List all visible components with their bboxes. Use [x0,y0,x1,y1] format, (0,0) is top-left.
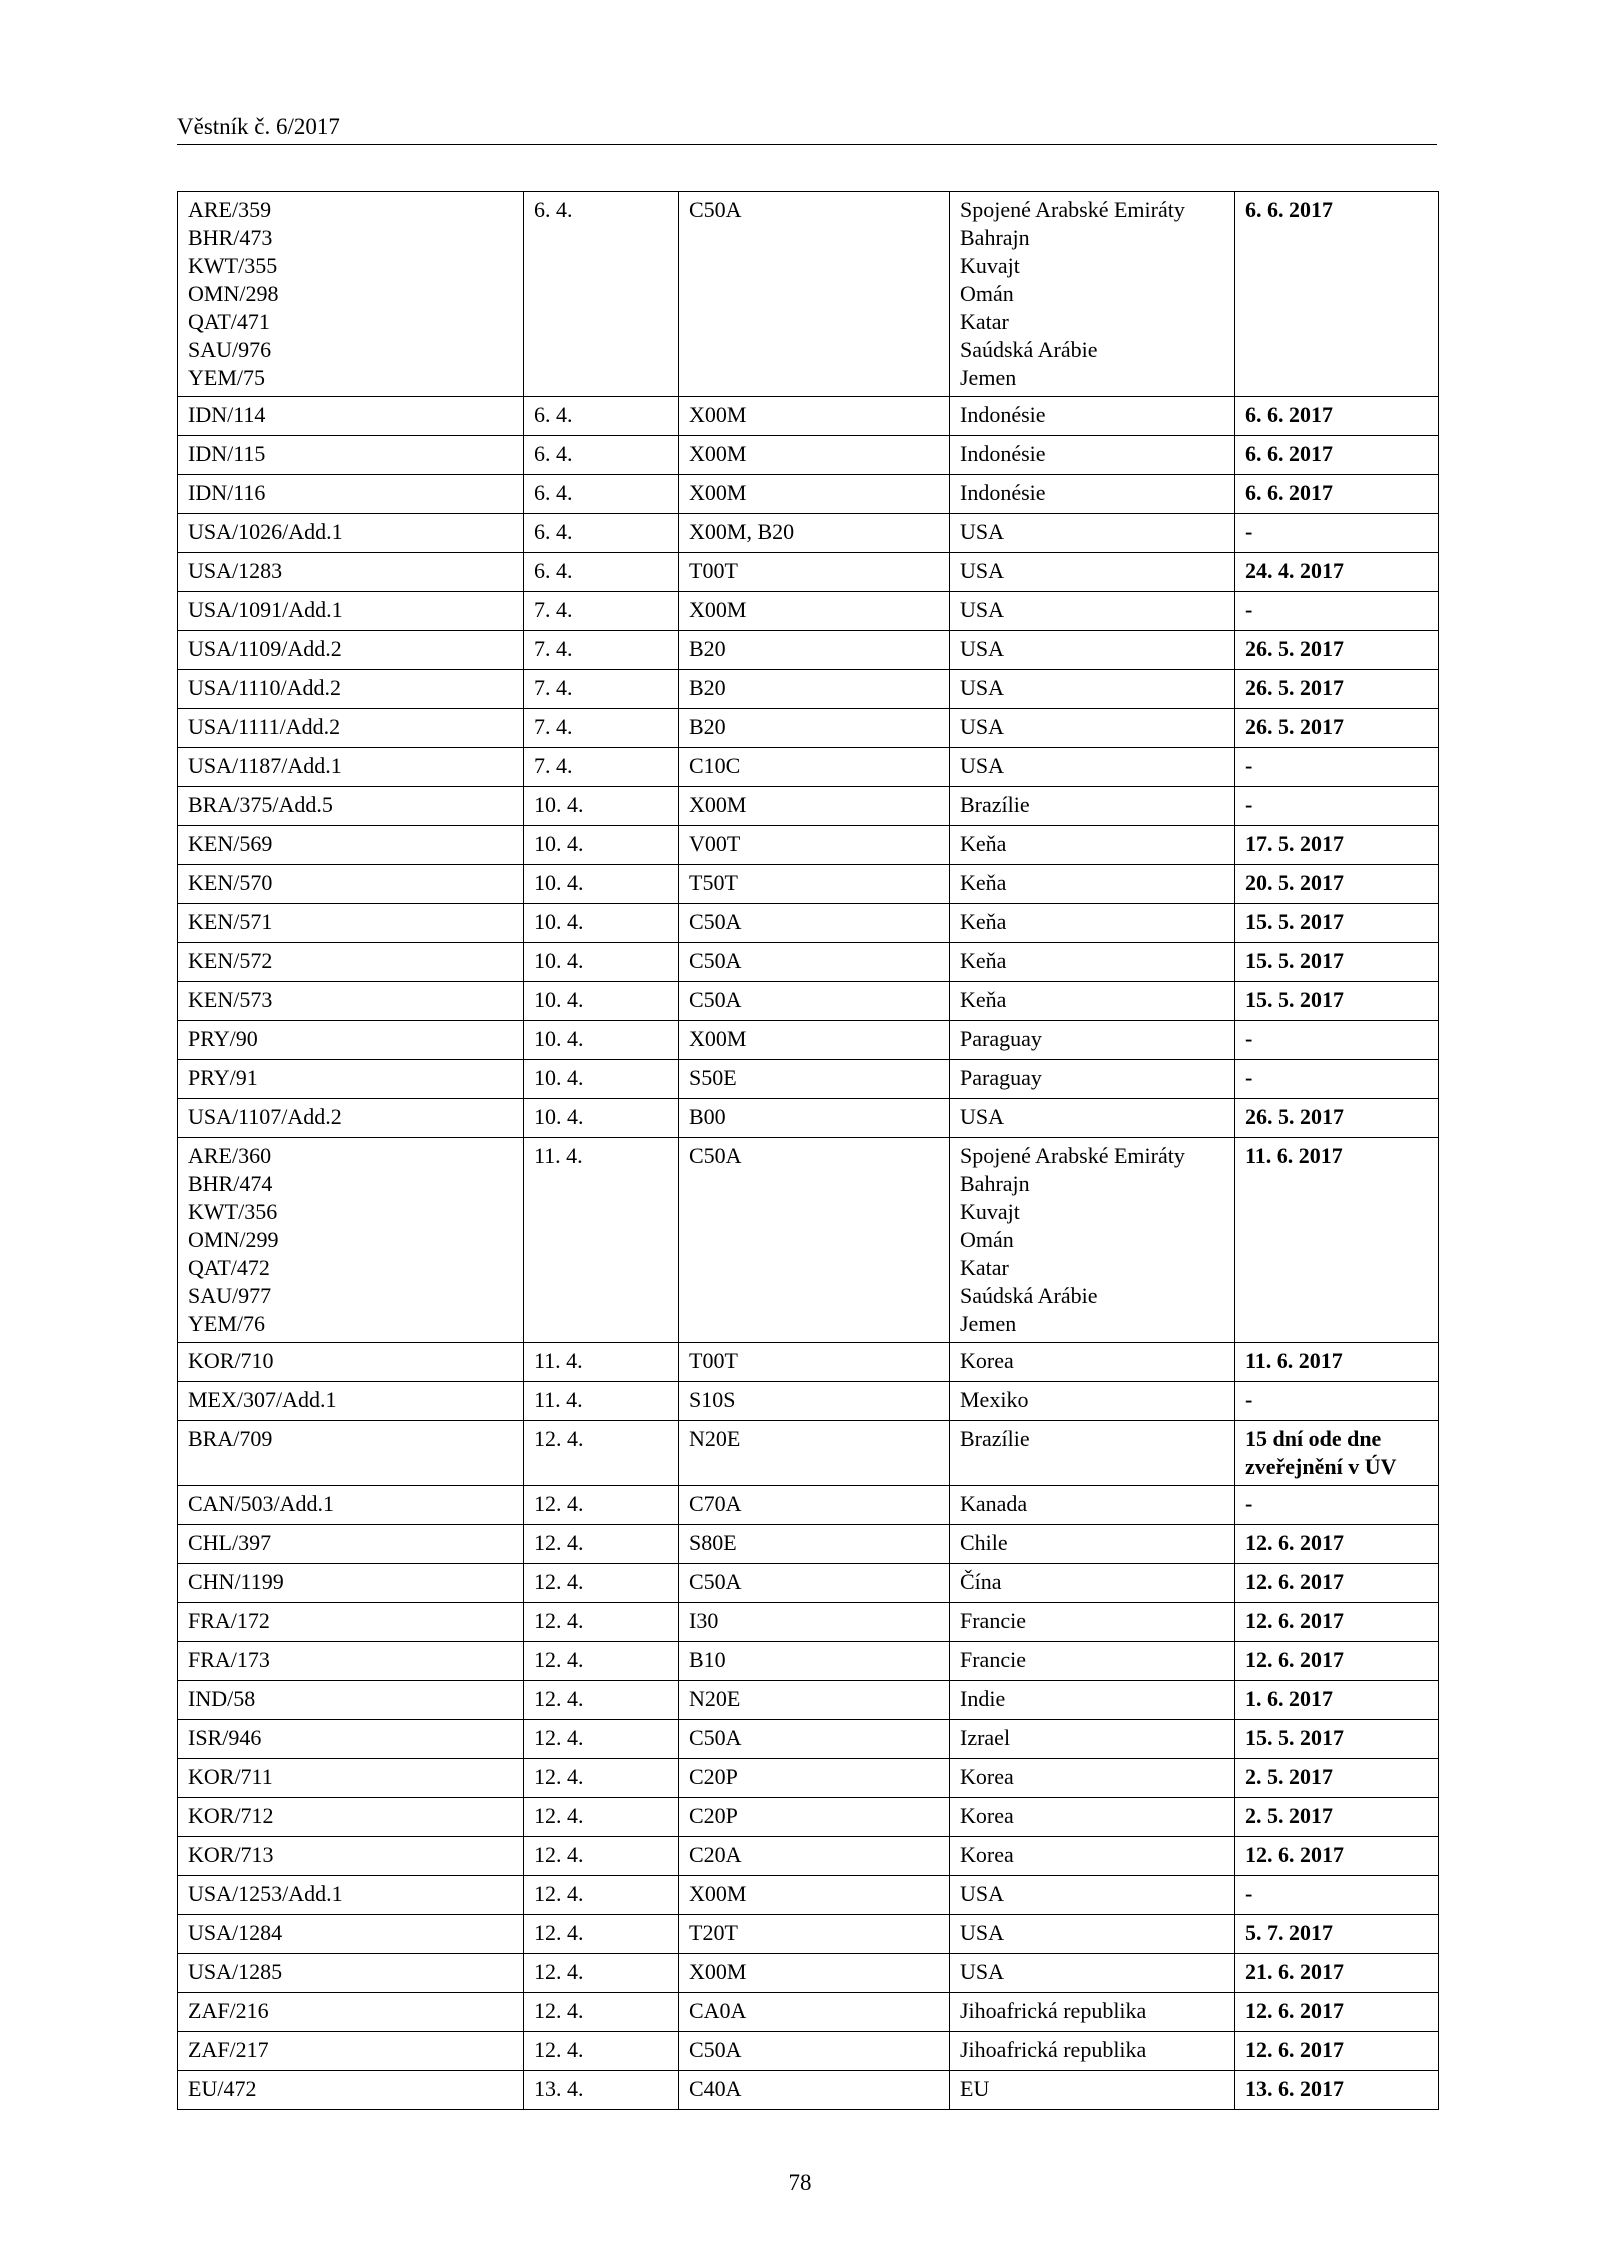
cell-deadline: 12. 6. 2017 [1235,1525,1439,1564]
cell-date: 6. 4. [524,192,679,397]
cell-symbol: ISR/946 [178,1720,524,1759]
cell-symbol: CAN/503/Add.1 [178,1486,524,1525]
cell-deadline: 2. 5. 2017 [1235,1759,1439,1798]
cell-symbol: ARE/360 BHR/474 KWT/356 OMN/299 QAT/472 SAU/977 YEM/76 [178,1138,524,1343]
cell-date: 12. 4. [524,1759,679,1798]
cell-country: Brazílie [950,1421,1235,1486]
cell-code: N20E [679,1681,950,1720]
cell-date: 13. 4. [524,2071,679,2110]
cell-date: 6. 4. [524,397,679,436]
cell-code: T00T [679,553,950,592]
cell-code: T20T [679,1915,950,1954]
cell-code: X00M [679,1021,950,1060]
cell-country: USA [950,553,1235,592]
table-row [178,709,1439,748]
table-row [178,943,1439,982]
cell-symbol: IDN/116 [178,475,524,514]
cell-symbol: USA/1187/Add.1 [178,748,524,787]
page-number: 78 [788,2170,812,2195]
cell-code: B20 [679,670,950,709]
cell-date: 11. 4. [524,1343,679,1382]
cell-deadline: - [1235,1876,1439,1915]
cell-symbol: IDN/114 [178,397,524,436]
cell-country: Brazílie [950,787,1235,826]
cell-code: S10S [679,1382,950,1421]
cell-symbol: USA/1109/Add.2 [178,631,524,670]
cell-date: 12. 4. [524,1525,679,1564]
table-row [178,1837,1439,1876]
cell-date: 12. 4. [524,1720,679,1759]
cell-country: USA [950,709,1235,748]
cell-country: Keňa [950,865,1235,904]
cell-country: USA [950,631,1235,670]
cell-code: C20P [679,1759,950,1798]
table-row [178,826,1439,865]
cell-code: C50A [679,2032,950,2071]
cell-country: USA [950,514,1235,553]
cell-country: Chile [950,1525,1235,1564]
table-row [178,553,1439,592]
cell-deadline: 12. 6. 2017 [1235,1603,1439,1642]
cell-date: 10. 4. [524,787,679,826]
table-row [178,670,1439,709]
cell-code: S50E [679,1060,950,1099]
cell-code: T00T [679,1343,950,1382]
cell-date: 7. 4. [524,748,679,787]
cell-code: X00M [679,1876,950,1915]
table-row [178,1343,1439,1382]
cell-symbol: CHN/1199 [178,1564,524,1603]
cell-deadline: 21. 6. 2017 [1235,1954,1439,1993]
cell-deadline: 15. 5. 2017 [1235,1720,1439,1759]
table-row [178,631,1439,670]
cell-deadline: 13. 6. 2017 [1235,2071,1439,2110]
cell-code: I30 [679,1603,950,1642]
cell-country: Francie [950,1642,1235,1681]
cell-deadline: 2. 5. 2017 [1235,1798,1439,1837]
cell-code: S80E [679,1525,950,1564]
table-row [178,1915,1439,1954]
cell-deadline: 6. 6. 2017 [1235,436,1439,475]
cell-code: T50T [679,865,950,904]
table-row [178,475,1439,514]
cell-country: Mexiko [950,1382,1235,1421]
cell-deadline: 24. 4. 2017 [1235,553,1439,592]
cell-deadline: - [1235,1021,1439,1060]
cell-symbol: USA/1283 [178,553,524,592]
cell-symbol: KOR/713 [178,1837,524,1876]
cell-country: Francie [950,1603,1235,1642]
cell-country: Jihoafrická republika [950,2032,1235,2071]
cell-date: 6. 4. [524,475,679,514]
cell-deadline: 26. 5. 2017 [1235,1099,1439,1138]
cell-country: Keňa [950,982,1235,1021]
cell-code: X00M [679,397,950,436]
cell-date: 10. 4. [524,1021,679,1060]
cell-country: Čína [950,1564,1235,1603]
table-row [178,787,1439,826]
cell-deadline: - [1235,514,1439,553]
cell-date: 12. 4. [524,1915,679,1954]
cell-country: Izrael [950,1720,1235,1759]
cell-date: 10. 4. [524,826,679,865]
table-row [178,1099,1439,1138]
table-row [178,865,1439,904]
cell-deadline: 6. 6. 2017 [1235,397,1439,436]
cell-deadline: 6. 6. 2017 [1235,475,1439,514]
cell-deadline: - [1235,592,1439,631]
cell-date: 12. 4. [524,1486,679,1525]
cell-symbol: IND/58 [178,1681,524,1720]
cell-symbol: MEX/307/Add.1 [178,1382,524,1421]
cell-code: X00M [679,787,950,826]
cell-country: Jihoafrická republika [950,1993,1235,2032]
cell-country: Kanada [950,1486,1235,1525]
cell-deadline: 26. 5. 2017 [1235,670,1439,709]
cell-code: C10C [679,748,950,787]
table-row [178,1421,1439,1486]
cell-date: 12. 4. [524,1876,679,1915]
cell-country: USA [950,748,1235,787]
cell-deadline: 5. 7. 2017 [1235,1915,1439,1954]
cell-date: 12. 4. [524,1603,679,1642]
cell-code: X00M [679,1954,950,1993]
cell-country: Korea [950,1343,1235,1382]
cell-code: C50A [679,1720,950,1759]
cell-date: 10. 4. [524,982,679,1021]
table-row [178,982,1439,1021]
table-row [178,1021,1439,1060]
table-row [178,1798,1439,1837]
cell-code: X00M [679,475,950,514]
table-row [178,1759,1439,1798]
cell-code: X00M [679,436,950,475]
cell-code: V00T [679,826,950,865]
cell-code: C50A [679,1138,950,1343]
table-row [178,2032,1439,2071]
cell-date: 10. 4. [524,943,679,982]
cell-code: C50A [679,192,950,397]
table-row [178,1525,1439,1564]
table-row [178,1564,1439,1603]
cell-date: 12. 4. [524,1421,679,1486]
cell-date: 7. 4. [524,592,679,631]
cell-country: Korea [950,1798,1235,1837]
cell-symbol: BRA/709 [178,1421,524,1486]
cell-deadline: 11. 6. 2017 [1235,1343,1439,1382]
cell-symbol: USA/1107/Add.2 [178,1099,524,1138]
cell-deadline: 12. 6. 2017 [1235,1837,1439,1876]
cell-country: Paraguay [950,1060,1235,1099]
cell-symbol: CHL/397 [178,1525,524,1564]
cell-country: Korea [950,1837,1235,1876]
cell-code: B10 [679,1642,950,1681]
cell-symbol: EU/472 [178,2071,524,2110]
table-row [178,1954,1439,1993]
cell-code: B20 [679,709,950,748]
cell-country: Spojené Arabské Emiráty Bahrajn Kuvajt Omán Katar Saúdská Arábie Jemen [950,192,1235,397]
cell-symbol: KEN/569 [178,826,524,865]
cell-symbol: ZAF/217 [178,2032,524,2071]
cell-code: C50A [679,1564,950,1603]
cell-code: X00M [679,592,950,631]
cell-country: EU [950,2071,1235,2110]
table-row [178,1486,1439,1525]
table-row [178,436,1439,475]
table-body [178,192,1439,2110]
cell-symbol: FRA/173 [178,1642,524,1681]
cell-code: B00 [679,1099,950,1138]
cell-date: 6. 4. [524,553,679,592]
cell-date: 10. 4. [524,1060,679,1099]
cell-date: 11. 4. [524,1382,679,1421]
cell-date: 7. 4. [524,709,679,748]
cell-symbol: KOR/710 [178,1343,524,1382]
cell-date: 6. 4. [524,436,679,475]
cell-symbol: USA/1253/Add.1 [178,1876,524,1915]
cell-date: 10. 4. [524,1099,679,1138]
cell-deadline: 12. 6. 2017 [1235,1993,1439,2032]
table-row [178,1060,1439,1099]
cell-date: 12. 4. [524,2032,679,2071]
cell-country: Keňa [950,943,1235,982]
cell-code: CA0A [679,1993,950,2032]
cell-date: 10. 4. [524,904,679,943]
table-row [178,1720,1439,1759]
cell-country: Indonésie [950,436,1235,475]
cell-country: Indie [950,1681,1235,1720]
cell-symbol: FRA/172 [178,1603,524,1642]
cell-code: C20A [679,1837,950,1876]
cell-country: Paraguay [950,1021,1235,1060]
cell-deadline: 12. 6. 2017 [1235,1642,1439,1681]
table-row [178,1138,1439,1343]
cell-symbol: IDN/115 [178,436,524,475]
table-row [178,748,1439,787]
cell-country: Indonésie [950,397,1235,436]
cell-date: 10. 4. [524,865,679,904]
cell-deadline: 12. 6. 2017 [1235,2032,1439,2071]
cell-date: 12. 4. [524,1993,679,2032]
cell-deadline: - [1235,1382,1439,1421]
cell-symbol: USA/1284 [178,1915,524,1954]
cell-code: C50A [679,904,950,943]
cell-deadline: 26. 5. 2017 [1235,631,1439,670]
cell-symbol: ZAF/216 [178,1993,524,2032]
cell-code: C70A [679,1486,950,1525]
table-row [178,904,1439,943]
table-row [178,192,1439,397]
cell-code: X00M, B20 [679,514,950,553]
cell-deadline: 12. 6. 2017 [1235,1564,1439,1603]
cell-code: N20E [679,1421,950,1486]
cell-symbol: KEN/571 [178,904,524,943]
cell-symbol: USA/1026/Add.1 [178,514,524,553]
cell-deadline: 15 dní ode dne zveřejnění v ÚV [1235,1421,1439,1486]
cell-code: B20 [679,631,950,670]
cell-date: 7. 4. [524,631,679,670]
cell-symbol: USA/1111/Add.2 [178,709,524,748]
cell-country: Keňa [950,826,1235,865]
table-row [178,1876,1439,1915]
cell-deadline: 15. 5. 2017 [1235,982,1439,1021]
cell-deadline: 17. 5. 2017 [1235,826,1439,865]
cell-date: 12. 4. [524,1642,679,1681]
cell-country: USA [950,670,1235,709]
cell-country: Indonésie [950,475,1235,514]
cell-symbol: PRY/90 [178,1021,524,1060]
table-row [178,1382,1439,1421]
cell-date: 12. 4. [524,1837,679,1876]
cell-country: Spojené Arabské Emiráty Bahrajn Kuvajt Omán Katar Saúdská Arábie Jemen [950,1138,1235,1343]
notification-table [177,191,1439,2110]
cell-symbol: KOR/711 [178,1759,524,1798]
cell-deadline: 1. 6. 2017 [1235,1681,1439,1720]
cell-country: USA [950,1954,1235,1993]
cell-deadline: 6. 6. 2017 [1235,192,1439,397]
cell-code: C20P [679,1798,950,1837]
cell-date: 12. 4. [524,1564,679,1603]
cell-date: 12. 4. [524,1798,679,1837]
table-row [178,1603,1439,1642]
cell-code: C50A [679,943,950,982]
cell-date: 6. 4. [524,514,679,553]
cell-country: Korea [950,1759,1235,1798]
table-row [178,592,1439,631]
table-row [178,514,1439,553]
cell-date: 7. 4. [524,670,679,709]
cell-country: Keňa [950,904,1235,943]
cell-deadline: 20. 5. 2017 [1235,865,1439,904]
cell-deadline: - [1235,787,1439,826]
cell-country: USA [950,592,1235,631]
cell-code: C40A [679,2071,950,2110]
cell-symbol: BRA/375/Add.5 [178,787,524,826]
cell-deadline: 11. 6. 2017 [1235,1138,1439,1343]
cell-deadline: - [1235,748,1439,787]
cell-country: USA [950,1876,1235,1915]
cell-deadline: 15. 5. 2017 [1235,943,1439,982]
journal-title: Věstník č. 6/2017 [177,114,340,139]
cell-country: USA [950,1099,1235,1138]
page-header [177,112,1437,145]
cell-symbol: KOR/712 [178,1798,524,1837]
table-row [178,1993,1439,2032]
table-row [178,1681,1439,1720]
cell-deadline: 26. 5. 2017 [1235,709,1439,748]
cell-symbol: USA/1091/Add.1 [178,592,524,631]
table-row [178,2071,1439,2110]
cell-code: C50A [679,982,950,1021]
cell-symbol: USA/1110/Add.2 [178,670,524,709]
table-row [178,397,1439,436]
cell-symbol: USA/1285 [178,1954,524,1993]
cell-date: 12. 4. [524,1681,679,1720]
cell-symbol: KEN/572 [178,943,524,982]
table-row [178,1642,1439,1681]
cell-deadline: - [1235,1060,1439,1099]
cell-symbol: KEN/570 [178,865,524,904]
cell-symbol: KEN/573 [178,982,524,1021]
cell-date: 11. 4. [524,1138,679,1343]
cell-symbol: ARE/359 BHR/473 KWT/355 OMN/298 QAT/471 SAU/976 YEM/75 [178,192,524,397]
cell-symbol: PRY/91 [178,1060,524,1099]
cell-deadline: - [1235,1486,1439,1525]
cell-country: USA [950,1915,1235,1954]
cell-deadline: 15. 5. 2017 [1235,904,1439,943]
cell-date: 12. 4. [524,1954,679,1993]
